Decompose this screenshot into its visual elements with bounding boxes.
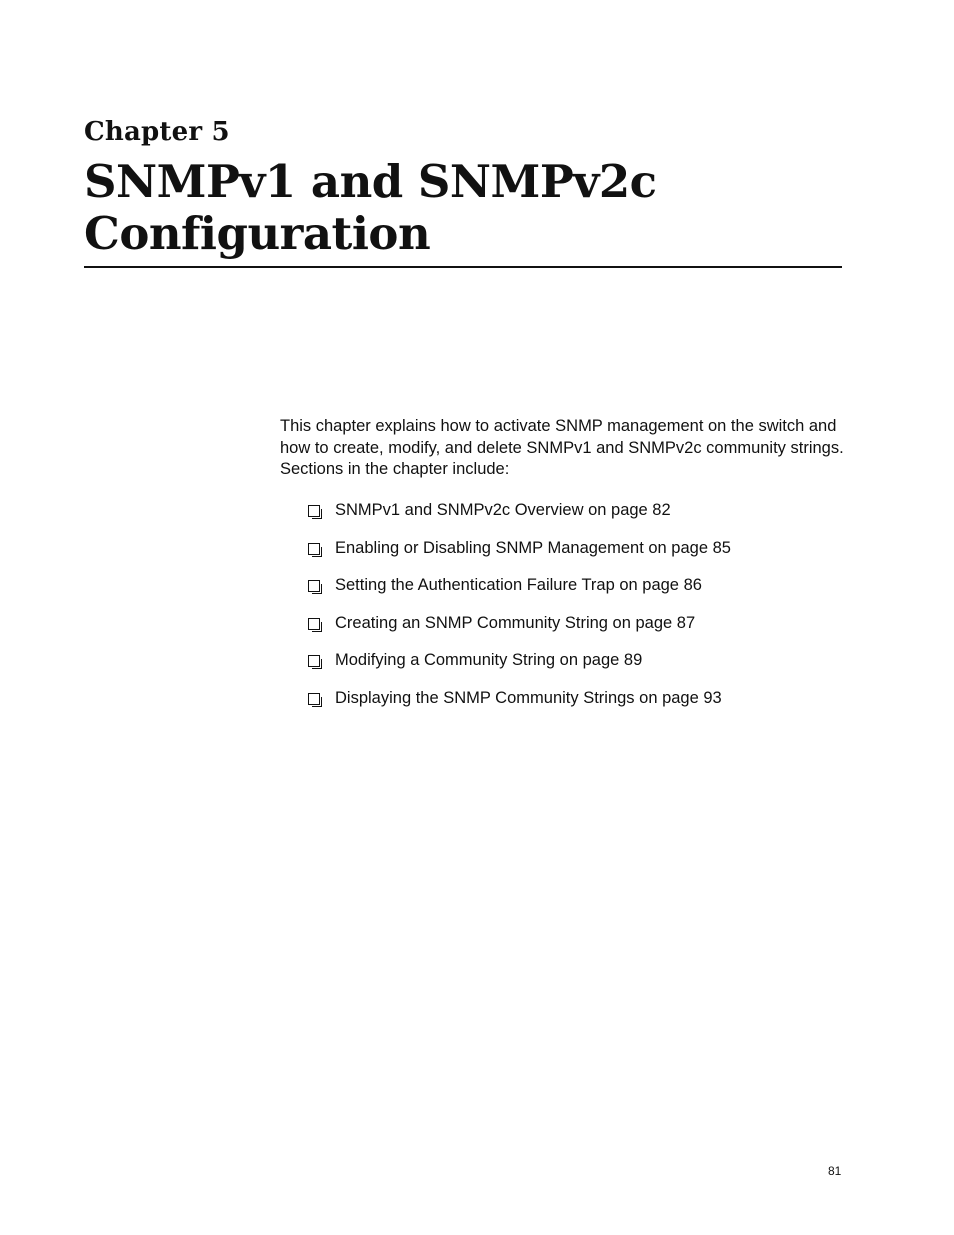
checkbox-icon (308, 505, 320, 517)
section-link-label: SNMPv1 and SNMPv2c Overview on page 82 (335, 501, 671, 519)
intro-paragraph: This chapter explains how to activate SNMP management on the switch and how to create, modify, and delete SNMPv1 and SNMPv2c community strings. Sections in the chapter include: (280, 417, 844, 478)
list-item[interactable] (308, 574, 731, 612)
title-divider (84, 266, 842, 268)
section-link-label: Modifying a Community String on page 89 (335, 651, 643, 669)
page-number: 81 (828, 1164, 842, 1178)
chapter-title: SNMPv1 and SNMPv2c Configuration (84, 155, 657, 260)
list-item[interactable] (308, 612, 731, 650)
list-item[interactable] (308, 537, 731, 575)
section-link-label: Displaying the SNMP Community Strings on page 93 (335, 688, 722, 707)
section-link-label: Enabling or Disabling SNMP Management on page 85 (335, 538, 731, 557)
section-list (308, 499, 731, 724)
checkbox-icon (308, 580, 320, 592)
checkbox-icon (308, 618, 320, 630)
list-item[interactable] (308, 649, 731, 687)
section-link-label: Creating an SNMP Community String on page 87 (335, 613, 696, 632)
checkbox-icon (308, 655, 320, 667)
checkbox-icon (308, 693, 320, 705)
chapter-label: Chapter 5 (84, 117, 230, 147)
list-item[interactable] (308, 687, 731, 725)
section-link-label: Setting the Authentication Failure Trap on page 86 (335, 576, 702, 594)
checkbox-icon (308, 543, 320, 555)
list-item[interactable] (308, 499, 731, 537)
